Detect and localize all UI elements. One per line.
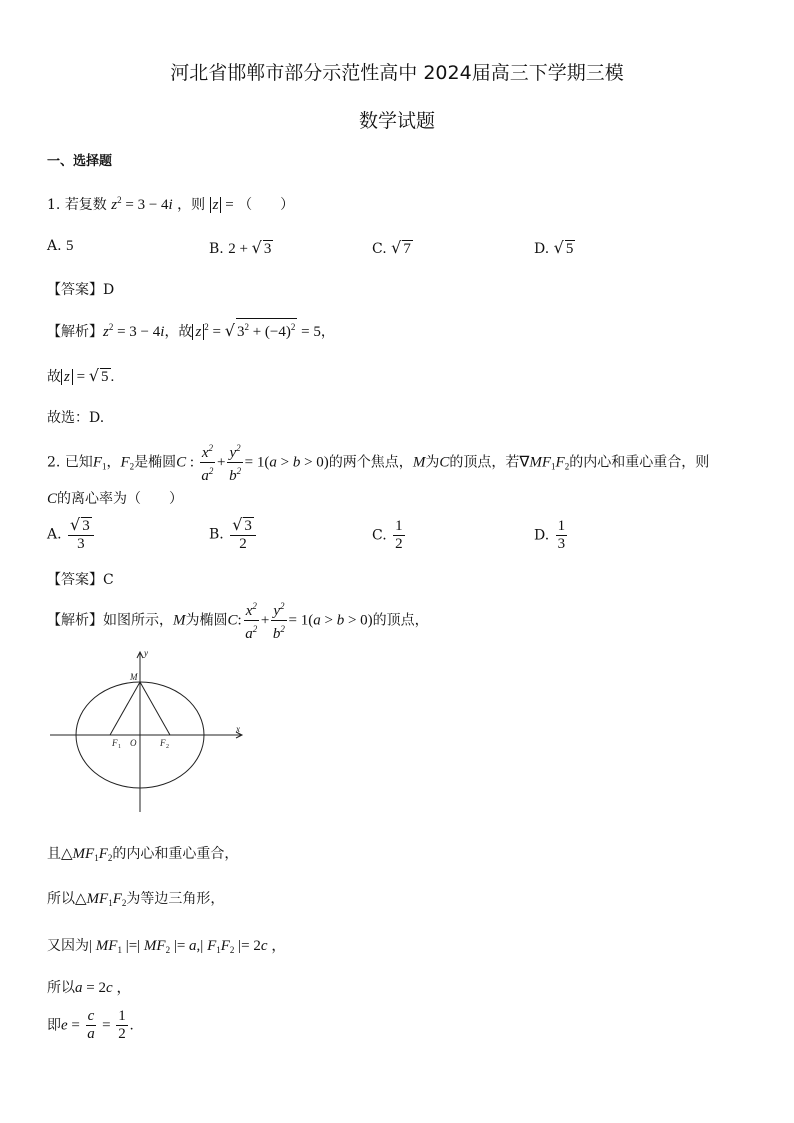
question-number: 1. — [47, 197, 61, 213]
option-c: C. $\frac{1}{2}$ — [372, 518, 403, 552]
analysis-2-line2: 且$\triangle MF_1F_2$的内心和重心重合， — [47, 846, 239, 863]
analysis-2-line6: 即e = $\frac{c}{a}$ = $\frac{1}{2}$ . — [47, 1008, 134, 1042]
analysis-2-line3: 所以$\triangle MF_1F_2$为等边三角形， — [47, 891, 225, 908]
svg-text:2: 2 — [166, 744, 169, 750]
math-expression: z — [210, 197, 222, 213]
analysis-2-line1: 【解析】如图所示，M为椭圆C: $\frac{x^2}{a^2}$ + $\frac{y^2}{b^2}$ = 1(a > b > 0)的顶点， — [47, 598, 429, 643]
answer-1: 【答案】D — [47, 282, 115, 298]
option-b: B. 2 + √ 3 — [209, 238, 272, 257]
analysis-2-line5: 所以a = 2c ， — [47, 980, 132, 996]
y-label: y — [144, 648, 148, 658]
option-d: D. √ 5 — [534, 238, 574, 257]
question-text: ，则 — [177, 197, 206, 213]
x-label: x — [236, 724, 240, 734]
analysis-2-line4: 又因为| $MF_1$ |=| $MF_2$ |= a,| $F_1F_2$ |= 2c ， — [47, 938, 287, 955]
option-b: B. $\frac{√ 3}{2}$ — [209, 516, 258, 553]
document-subtitle: 数学试题 — [358, 110, 435, 132]
segment-MF1 — [110, 682, 140, 735]
segment-MF2 — [140, 682, 170, 735]
f2-label: F — [160, 738, 166, 748]
analysis-1-line2: 故 z = √ 5 . — [47, 366, 115, 385]
document-title: 河北省邯郸市部分示范性高中 2024届高三下学期三模 — [170, 62, 624, 84]
option-a: A. $\frac{√ 3}{3}$ — [47, 516, 96, 553]
question-2-stem-cont: C的离心率为（ ） — [47, 491, 184, 507]
question-paren: （ ） — [238, 197, 295, 213]
section-heading: 一、选择题 — [47, 154, 113, 169]
m-label: M — [130, 672, 138, 682]
ellipse-figure — [46, 646, 246, 816]
answer-2: 【答案】C — [47, 572, 114, 588]
option-a: A. 5 — [47, 238, 74, 254]
f1-label: F — [112, 738, 118, 748]
question-1-stem: 1. 若复数 $z^2 = 3 - 4i$ ，则 z = （ ） — [47, 195, 295, 213]
analysis-1-line3: 故选：D. — [47, 410, 105, 426]
question-text: 若复数 — [64, 197, 107, 213]
analysis-1-line1: 【解析】$z^2 = 3 - 4i$，故 z $^2$ = √ $3^2 + (-4)^2 = 5$， — [47, 318, 335, 341]
math-expression: z — [111, 197, 118, 213]
question-2-stem: 2. 已知$F_1$，$F_2$是椭圆C : $\frac{x^2}{a^2}$ + $\frac{y^2}{b^2}$ = 1(a > b > 0)的两个焦点，M为C的顶点，若$\nabla MF_1F_2$的内心和重心重合，则 — [47, 440, 709, 485]
o-label: O — [130, 738, 137, 748]
option-d: D. $\frac{1}{3}$ — [534, 518, 566, 552]
option-c: C. √ 7 — [372, 238, 411, 257]
svg-text:1: 1 — [118, 744, 121, 750]
